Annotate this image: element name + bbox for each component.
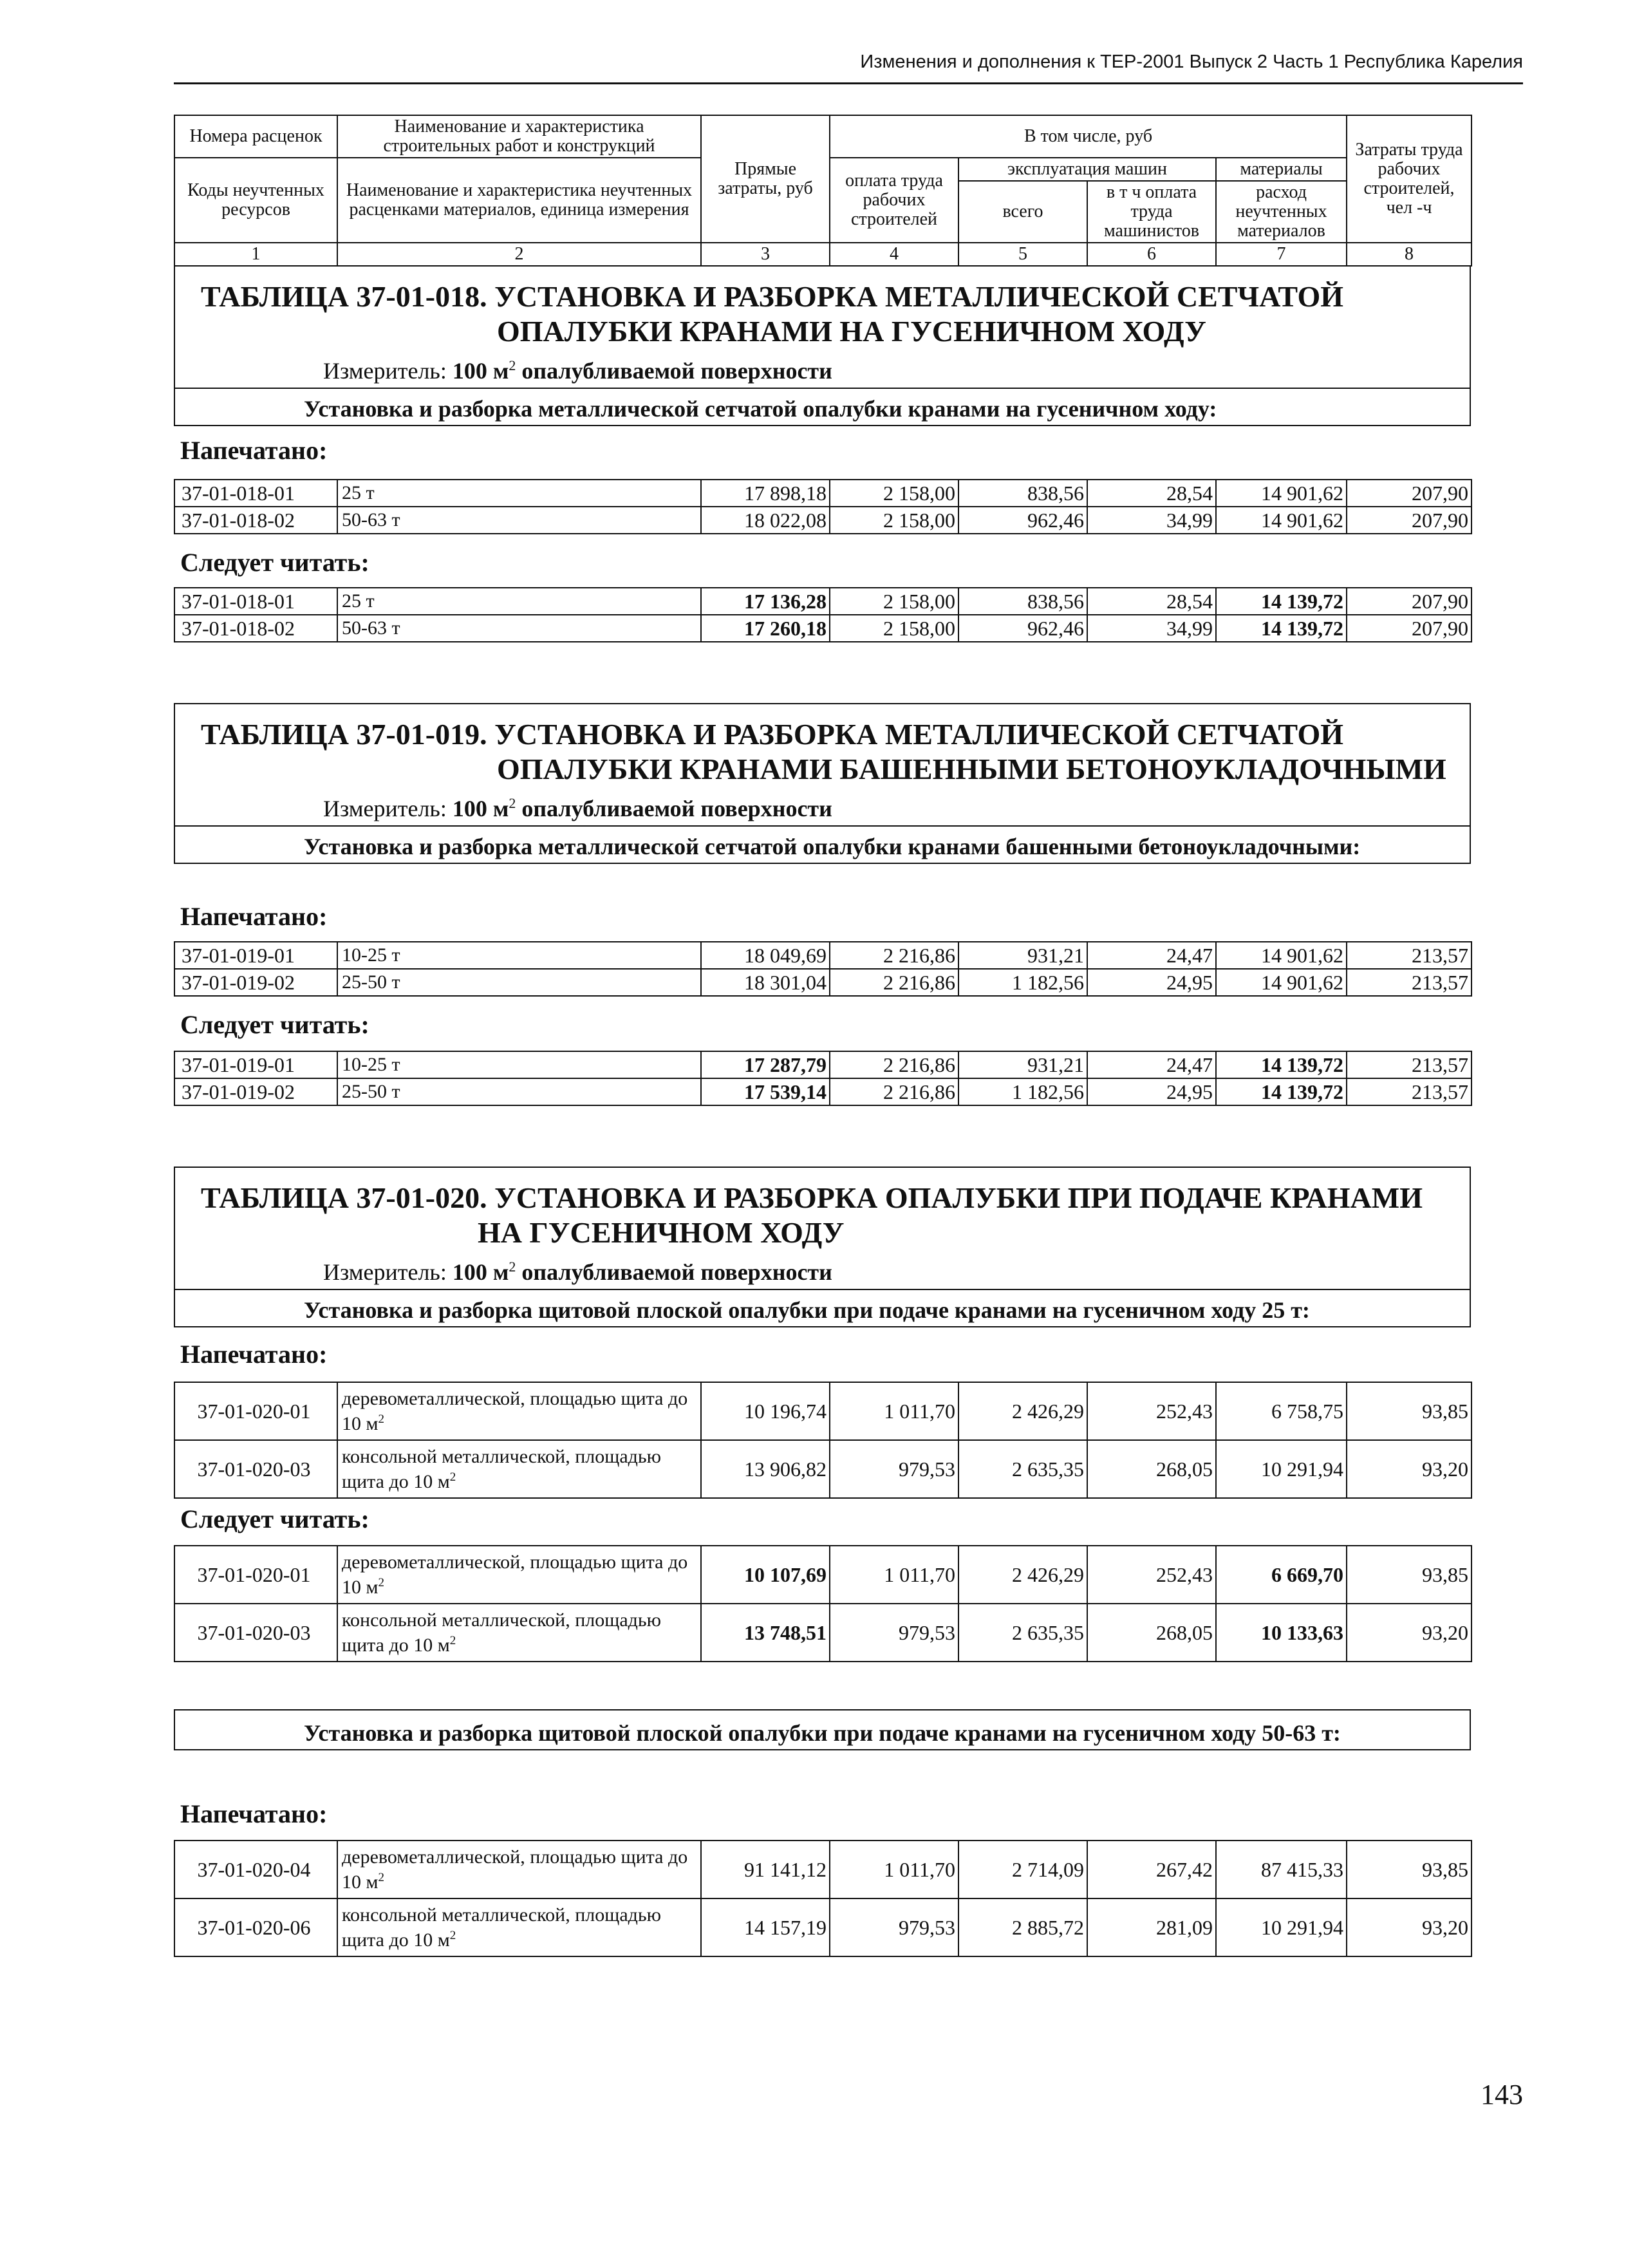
rate-code: 37-01-018-02 (174, 507, 337, 534)
rate-code: 37-01-019-02 (174, 1078, 337, 1105)
labor-hours: 207,90 (1347, 507, 1472, 534)
work-name: 25 т (337, 480, 701, 507)
printed-table (174, 941, 1472, 997)
table-title (201, 717, 1470, 787)
labor-hours: 93,85 (1347, 1546, 1472, 1604)
meter-value: 100 м (452, 796, 509, 821)
materials: 10 291,94 (1216, 1898, 1347, 1956)
direct-cost: 17 260,18 (701, 615, 830, 642)
rate-code: 37-01-019-01 (174, 1051, 337, 1078)
machinist-pay: 281,09 (1087, 1898, 1216, 1956)
area-exponent: 2 (449, 1928, 456, 1942)
printed-label: Напечатано: (180, 902, 328, 931)
meter-prefix: Измеритель: (323, 796, 447, 821)
labor-pay: 2 158,00 (830, 480, 958, 507)
header-code-top: Номера расценок (174, 115, 337, 158)
meter-value: 100 м (452, 358, 509, 384)
table-title (201, 1181, 1470, 1250)
printed-table (174, 1840, 1472, 1957)
labor-hours: 93,20 (1347, 1440, 1472, 1498)
labor-pay: 2 216,86 (830, 942, 958, 969)
work-name-text: консольной металлической, площадью щита до 10 м (342, 1904, 662, 1951)
header-including: В том числе, руб (830, 115, 1347, 158)
labor-pay: 2 158,00 (830, 507, 958, 534)
header-col-number: 4 (830, 243, 958, 266)
work-group-box (174, 1709, 1471, 1750)
corrected-table (174, 1545, 1472, 1662)
table-section-018 (174, 265, 1471, 426)
machinist-pay: 267,42 (1087, 1841, 1216, 1898)
meter-value: 100 м (452, 1259, 509, 1285)
labor-pay: 1 011,70 (830, 1841, 958, 1898)
materials: 14 901,62 (1216, 480, 1347, 507)
table-title-line: ТАБЛИЦА 37-01-018. УСТАНОВКА И РАЗБОРКА МЕТАЛЛИЧЕСКОЙ СЕТЧАТОЙ (201, 280, 1343, 313)
direct-cost: 18 049,69 (701, 942, 830, 969)
machinist-pay: 252,43 (1087, 1382, 1216, 1440)
rate-code: 37-01-019-01 (174, 942, 337, 969)
machinist-pay: 34,99 (1087, 615, 1216, 642)
machines-total: 931,21 (958, 942, 1087, 969)
machines-total: 1 182,56 (958, 969, 1087, 996)
labor-pay: 2 216,86 (830, 1078, 958, 1105)
table-row (174, 615, 1472, 642)
printed-label: Напечатано: (180, 1799, 328, 1828)
table-title-line: НА ГУСЕНИЧНОМ ХОДУ (478, 1216, 845, 1249)
labor-pay: 979,53 (830, 1604, 958, 1662)
work-group-title: Установка и разборка металлической сетчатой опалубки кранами на гусеничном ходу: (175, 388, 1470, 425)
rate-code: 37-01-020-04 (174, 1841, 337, 1898)
materials: 14 139,72 (1216, 1051, 1347, 1078)
labor-hours: 207,90 (1347, 615, 1472, 642)
labor-pay: 2 216,86 (830, 969, 958, 996)
labor-pay: 2 158,00 (830, 615, 958, 642)
table-row (174, 588, 1472, 615)
area-exponent: 2 (378, 1575, 384, 1589)
labor-hours: 213,57 (1347, 942, 1472, 969)
table-row (174, 480, 1472, 507)
machinist-pay: 34,99 (1087, 507, 1216, 534)
header-labor-cost: Затраты труда рабочих строителей, чел -ч (1347, 115, 1472, 243)
machinist-pay: 24,47 (1087, 942, 1216, 969)
materials: 10 291,94 (1216, 1440, 1347, 1498)
header-col-number: 1 (174, 243, 337, 266)
direct-cost: 17 136,28 (701, 588, 830, 615)
table-section-019 (174, 703, 1471, 864)
rate-code: 37-01-018-02 (174, 615, 337, 642)
labor-pay: 1 011,70 (830, 1546, 958, 1604)
labor-hours: 213,57 (1347, 1078, 1472, 1105)
table-section-020 (174, 1167, 1471, 1327)
rate-code: 37-01-020-03 (174, 1440, 337, 1498)
work-name: 25-50 т (337, 969, 701, 996)
direct-cost: 10 107,69 (701, 1546, 830, 1604)
measure-unit (323, 791, 1470, 821)
labor-hours: 213,57 (1347, 1051, 1472, 1078)
header-code-bottom: Коды неучтенных ресурсов (174, 158, 337, 243)
header-name-bottom: Наименование и характеристика неучтенных расценками материалов, единица измерения (337, 158, 701, 243)
rate-code: 37-01-018-01 (174, 588, 337, 615)
labor-hours: 93,20 (1347, 1898, 1472, 1956)
work-name-text: консольной металлической, площадью щита до 10 м (342, 1609, 662, 1656)
header-machines-total: всего (958, 181, 1087, 243)
running-header: Изменения и дополнения к ТЕР-2001 Выпуск 2 Часть 1 Республика Карелия (860, 52, 1523, 72)
machinist-pay: 28,54 (1087, 588, 1216, 615)
corrected-table (174, 1051, 1472, 1106)
work-name: 10-25 т (337, 1051, 701, 1078)
printed-table (174, 1382, 1472, 1499)
materials: 14 901,62 (1216, 942, 1347, 969)
work-group-title: Установка и разборка щитовой плоской опалубки при подаче кранами на гусеничном ходу 25 т: (175, 1289, 1470, 1326)
rate-code: 37-01-020-01 (174, 1382, 337, 1440)
header-col-number: 8 (1347, 243, 1472, 266)
header-materials: материалы (1216, 158, 1347, 181)
printed-label: Напечатано: (180, 436, 328, 465)
measure-unit (323, 1254, 1470, 1285)
table-row (174, 1546, 1472, 1604)
machines-total: 2 635,35 (958, 1604, 1087, 1662)
direct-cost: 18 022,08 (701, 507, 830, 534)
labor-pay: 1 011,70 (830, 1382, 958, 1440)
materials: 6 758,75 (1216, 1382, 1347, 1440)
header-col-number: 5 (958, 243, 1087, 266)
header-direct-costs: Прямые затраты, руб (701, 115, 830, 243)
materials: 14 139,72 (1216, 588, 1347, 615)
rate-code: 37-01-020-01 (174, 1546, 337, 1604)
header-machines: эксплуатация машин (958, 158, 1216, 181)
table-title (201, 279, 1470, 349)
materials: 14 139,72 (1216, 615, 1347, 642)
meter-prefix: Измеритель: (323, 1259, 447, 1285)
header-col-number: 2 (337, 243, 701, 266)
table-title-line: ОПАЛУБКИ КРАНАМИ БАШЕННЫМИ БЕТОНОУКЛАДОЧНЫМИ (497, 753, 1446, 785)
work-name: 25-50 т (337, 1078, 701, 1105)
work-name (337, 1604, 701, 1662)
labor-hours: 207,90 (1347, 588, 1472, 615)
labor-pay: 2 158,00 (830, 588, 958, 615)
labor-hours: 207,90 (1347, 480, 1472, 507)
materials: 14 139,72 (1216, 1078, 1347, 1105)
header-col-number: 3 (701, 243, 830, 266)
machinist-pay: 252,43 (1087, 1546, 1216, 1604)
header-materials-unaccounted: расход неучтенных материалов (1216, 181, 1347, 243)
work-name-text: деревометаллической, площадью щита до 10 м (342, 1846, 688, 1893)
direct-cost: 18 301,04 (701, 969, 830, 996)
machinist-pay: 268,05 (1087, 1440, 1216, 1498)
work-group-title: Установка и разборка щитовой плоской опалубки при подаче кранами на гусеничном ходу 50-63 т: (304, 1720, 1341, 1746)
machines-total: 838,56 (958, 480, 1087, 507)
machines-total: 838,56 (958, 588, 1087, 615)
machinist-pay: 268,05 (1087, 1604, 1216, 1662)
rate-code: 37-01-018-01 (174, 480, 337, 507)
area-exponent: 2 (449, 1633, 456, 1647)
table-row (174, 1051, 1472, 1078)
materials: 6 669,70 (1216, 1546, 1347, 1604)
work-name (337, 1440, 701, 1498)
work-name: 25 т (337, 588, 701, 615)
direct-cost: 17 898,18 (701, 480, 830, 507)
direct-cost: 17 539,14 (701, 1078, 830, 1105)
table-title-line: ОПАЛУБКИ КРАНАМИ НА ГУСЕНИЧНОМ ХОДУ (497, 315, 1206, 348)
direct-cost: 13 748,51 (701, 1604, 830, 1662)
header-col-number: 7 (1216, 243, 1347, 266)
machines-total: 2 426,29 (958, 1546, 1087, 1604)
table-row (174, 942, 1472, 969)
printed-table (174, 479, 1472, 534)
labor-hours: 93,85 (1347, 1382, 1472, 1440)
direct-cost: 91 141,12 (701, 1841, 830, 1898)
meter-exponent: 2 (509, 357, 516, 373)
work-name: 10-25 т (337, 942, 701, 969)
table-row (174, 1382, 1472, 1440)
table-title-line: ТАБЛИЦА 37-01-019. УСТАНОВКА И РАЗБОРКА МЕТАЛЛИЧЕСКОЙ СЕТЧАТОЙ (201, 718, 1343, 751)
labor-pay: 2 216,86 (830, 1051, 958, 1078)
table-row (174, 1078, 1472, 1105)
work-name-text: консольной металлической, площадью щита до 10 м (342, 1445, 662, 1492)
machinist-pay: 24,95 (1087, 969, 1216, 996)
labor-pay: 979,53 (830, 1898, 958, 1956)
meter-suffix: опалубливаемой поверхности (521, 358, 832, 384)
corrected-table (174, 587, 1472, 642)
work-name: 50-63 т (337, 507, 701, 534)
labor-hours: 93,85 (1347, 1841, 1472, 1898)
table-title-line: ТАБЛИЦА 37-01-020. УСТАНОВКА И РАЗБОРКА ОПАЛУБКИ ПРИ ПОДАЧЕ КРАНАМИ (201, 1181, 1423, 1214)
area-exponent: 2 (449, 1470, 456, 1484)
machinist-pay: 24,95 (1087, 1078, 1216, 1105)
header-col-number: 6 (1087, 243, 1216, 266)
meter-prefix: Измеритель: (323, 358, 447, 384)
should-read-label: Следует читать: (180, 1010, 369, 1039)
should-read-label: Следует читать: (180, 1504, 369, 1533)
labor-hours: 93,20 (1347, 1604, 1472, 1662)
labor-hours: 213,57 (1347, 969, 1472, 996)
rate-code: 37-01-020-06 (174, 1898, 337, 1956)
materials: 14 901,62 (1216, 507, 1347, 534)
work-name (337, 1841, 701, 1898)
machines-total: 2 714,09 (958, 1841, 1087, 1898)
work-name: 50-63 т (337, 615, 701, 642)
measure-unit (323, 353, 1470, 384)
rate-code: 37-01-019-02 (174, 969, 337, 996)
machines-total: 1 182,56 (958, 1078, 1087, 1105)
header-name-top: Наименование и характеристика строительных работ и конструкций (337, 115, 701, 158)
header-labor-pay: оплата труда рабочих строителей (830, 158, 958, 243)
machines-total: 962,46 (958, 507, 1087, 534)
rate-code: 37-01-020-03 (174, 1604, 337, 1662)
work-group-title: Установка и разборка металлической сетчатой опалубки кранами башенными бетоноукладочными: (175, 825, 1470, 863)
page-number: 143 (1481, 2079, 1523, 2110)
direct-cost: 17 287,79 (701, 1051, 830, 1078)
machines-total: 2 426,29 (958, 1382, 1087, 1440)
area-exponent: 2 (378, 1412, 384, 1426)
meter-suffix: опалубливаемой поверхности (521, 796, 832, 821)
labor-pay: 979,53 (830, 1440, 958, 1498)
meter-suffix: опалубливаемой поверхности (521, 1259, 832, 1285)
table-row (174, 1898, 1472, 1956)
machinist-pay: 28,54 (1087, 480, 1216, 507)
table-row (174, 1841, 1472, 1898)
materials: 14 901,62 (1216, 969, 1347, 996)
work-name-text: деревометаллической, площадью щита до 10 м (342, 1551, 688, 1598)
machines-total: 2 635,35 (958, 1440, 1087, 1498)
direct-cost: 14 157,19 (701, 1898, 830, 1956)
machines-total: 2 885,72 (958, 1898, 1087, 1956)
meter-exponent: 2 (509, 795, 516, 811)
work-name (337, 1898, 701, 1956)
area-exponent: 2 (378, 1870, 384, 1884)
machines-total: 962,46 (958, 615, 1087, 642)
materials: 10 133,63 (1216, 1604, 1347, 1662)
table-row (174, 1440, 1472, 1498)
machines-total: 931,21 (958, 1051, 1087, 1078)
table-row (174, 507, 1472, 534)
table-row (174, 1604, 1472, 1662)
work-name-text: деревометаллической, площадью щита до 10 м (342, 1387, 688, 1434)
meter-exponent: 2 (509, 1259, 516, 1275)
direct-cost: 10 196,74 (701, 1382, 830, 1440)
direct-cost: 13 906,82 (701, 1440, 830, 1498)
header-machinist-pay: в т ч оплата труда машинистов (1087, 181, 1216, 243)
work-name (337, 1382, 701, 1440)
work-name (337, 1546, 701, 1604)
table-row (174, 969, 1472, 996)
should-read-label: Следует читать: (180, 548, 369, 577)
materials: 87 415,33 (1216, 1841, 1347, 1898)
machinist-pay: 24,47 (1087, 1051, 1216, 1078)
printed-label: Напечатано: (180, 1340, 328, 1369)
column-header-table (174, 115, 1472, 267)
header-rule (174, 82, 1523, 84)
